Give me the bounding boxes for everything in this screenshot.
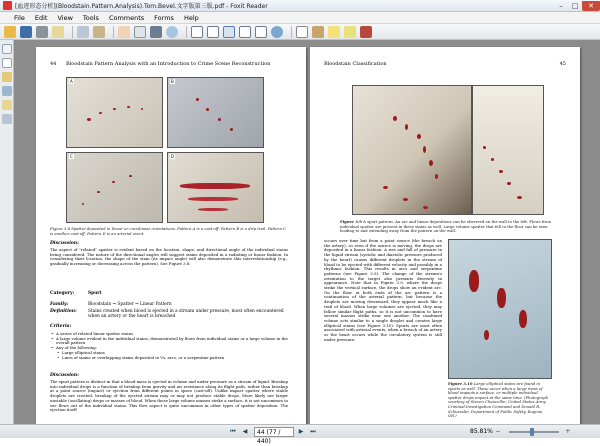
figure-3-9-label: Figure 3.9: [340, 219, 362, 224]
menu-help[interactable]: Help: [183, 13, 199, 22]
title-bar: [0, 0, 600, 12]
fit-width-icon[interactable]: [207, 26, 219, 38]
criteria-list: [50, 332, 288, 360]
criteria-subitem: • Large elliptical stains: [50, 351, 288, 356]
next-page-button[interactable]: ▶: [298, 428, 304, 435]
photo-b: [167, 77, 264, 148]
two-page-icon[interactable]: [255, 26, 267, 38]
document-workspace[interactable]: [14, 40, 600, 424]
continuous-icon[interactable]: [239, 26, 251, 38]
figure-3-9-text: A spurt pattern. An arc and linear depositions can be observed on the wall to the left. Flows from individual spatter are present in these stains as well. Large volume spatter that fell to the floor can be seen leading to and extending away from the pattern on the wall.: [340, 219, 551, 234]
text-icon[interactable]: [296, 26, 308, 38]
definition-label: Definition:: [50, 309, 77, 314]
comments-icon[interactable]: [2, 100, 12, 110]
zoom-slider-thumb[interactable]: [530, 428, 534, 436]
category-value: Spurt: [88, 291, 102, 296]
figure-3-8-caption: Figure 3.8 Spatter deposited in linear or curvilinear orientations. Pattern A is a cast-off. Pattern B is a drip trail. Pattern C is another cast-off. Pattern D is an arterial event.: [50, 226, 287, 236]
toolbar-separator: [186, 26, 187, 38]
print-icon[interactable]: [36, 26, 48, 38]
menu-forms[interactable]: Forms: [154, 13, 174, 22]
last-page-button[interactable]: ⏭: [310, 427, 316, 435]
photo-label: C: [70, 154, 73, 159]
maximize-button[interactable]: □: [571, 1, 579, 10]
snapshot-icon[interactable]: [150, 26, 162, 38]
discussion-heading: Discussion:: [50, 241, 79, 246]
pages-icon[interactable]: [2, 58, 12, 68]
prev-page-button[interactable]: ◀: [242, 428, 248, 435]
toolbar-separator: [72, 26, 73, 38]
stamp-icon[interactable]: [360, 26, 372, 38]
family-value: Bloodstain ⇒ Spatter ⇒ Linear Pattern: [88, 302, 172, 307]
running-head: Bloodstain Pattern Analysis with an Introduction to Crime Scene Reconstruction: [66, 61, 271, 67]
discussion-text-2: The spurt pattern is distinct in that a blood mass is ejected in volume and under pressure as a stream of liquid. Breakup into individual drops is a function of breakup from gravity and air resistance along its flight path, rather than breakup at a point source (impact) or ejection from different points in space (cast-off). Unlike impact spatter where stable droplets are created, breakup of the ejected stream may or may not produce stable drops. More likely are larger unstable (oscillating) drops or masses of blood. When these large volume masses strike a surface, it is not uncommon to see flows out of the individual stains. This flow aspect is quite uncommon in other types of spatter deposition. The ejection itself: [50, 379, 288, 413]
figure-3-10-caption: [448, 382, 552, 419]
figure-3-10-text: Large elliptical stains are found in spurts as well. These occur when a large mass of blood impacts a surface, or multiple individual spatter drops impact at the same time. (Photograph courtesy of Steven Chancellor, United States Army Criminal Investigation Command and Donald R. Schuessler, Department of Public Safety, Eugene, OR.): [448, 381, 549, 419]
zoom-level[interactable]: 85.81%: [470, 428, 493, 435]
minimize-button[interactable]: –: [559, 1, 563, 10]
figure-3-9-caption: [340, 220, 558, 234]
photo-a: [66, 77, 163, 148]
discussion-text: The aspect of "related" spatter is evident based on the location, shape, and directional angle of the individual stains being considered. The nature of the directional angles will suggest stains deposited in a radiating or linear fashion. In considering their location, the shape of the stain (its impact angle) will also demonstrate this interrelationship (e.g., gradually increasing or decreasing across the pattern). See Figure 3.8.: [50, 247, 288, 267]
first-page-button[interactable]: ⏮: [230, 427, 236, 435]
zoom-out-button[interactable]: −: [495, 428, 501, 435]
menu-view[interactable]: View: [57, 13, 73, 22]
menu-bar: [0, 12, 600, 24]
page-left: [36, 47, 306, 427]
toolbar-separator: [113, 26, 114, 38]
single-page-icon[interactable]: [223, 26, 235, 38]
foxit-app-icon[interactable]: [3, 1, 12, 10]
figure-3-9-photo-floor: [472, 85, 544, 215]
toolbar-separator: [291, 26, 292, 38]
fit-page-icon[interactable]: [191, 26, 203, 38]
category-label: Category:: [50, 291, 75, 296]
save-icon[interactable]: [20, 26, 32, 38]
figure-3-9-photo-wall: [352, 85, 472, 215]
body-text: occurs over time but from a point source (the breach on the artery), so even if the source is moving, the drops are deposited in a linear fashion. A rise and fall of pressure in the liquid stream (systolic and diastolic pressure produced by the heart) causes different droplets in the stream of blood to be ejected with different velocity and possibly in a rhythmic fashion. This results in arcs and serpentine patterns (see Figure 3.9). The change of the stream's orientation to the target also presents diversity in appearance. Note that in Figure 3.9, where the drops strike the vertical surface, the drops show an evident arc. On the floor at both ends of the arc pattern is a continuation of the arterial pattern, but because the droplets are moving downward, they appear much like a trail of blood. When large volumes are ejected, they may follow similar flight paths, so it is not uncommon to have several masses strike near one another. The combined volume acts similar to a single droplet and creates large elliptical stains (see Figure 3.10). Spurts are most often associated with arterial events, when a breach of an artery or the heart occurs while the circulatory system is still under pressure.: [324, 238, 442, 342]
navigation-panel: [0, 40, 14, 424]
family-label: Family:: [50, 302, 69, 307]
highlight-icon[interactable]: [344, 26, 356, 38]
definition-value: Stains created when blood is ejected in a stream under pressure, most often encountered when an artery or the heart is breached: [88, 309, 284, 319]
select-text-icon[interactable]: [134, 26, 146, 38]
layers-icon[interactable]: [2, 72, 12, 82]
photo-label: B: [171, 79, 174, 84]
photo-c: [66, 152, 163, 223]
toolbar: [0, 24, 600, 40]
zoom-in-button[interactable]: +: [565, 428, 571, 435]
rotate-icon[interactable]: [271, 26, 283, 38]
page-number: 45: [559, 61, 566, 67]
figure-3-10-photo: [448, 239, 552, 379]
photo-d: [167, 152, 264, 223]
figure-3-8-photos: [66, 77, 266, 223]
zoom-slider[interactable]: [509, 431, 559, 433]
discussion-heading-2: Discussion:: [50, 373, 79, 378]
bookmarks-icon[interactable]: [2, 44, 12, 54]
figure-3-10-label: Figure 3.10: [448, 381, 473, 386]
hand-icon[interactable]: [118, 26, 130, 38]
criteria-heading: Criteria:: [50, 324, 72, 329]
typewriter-icon[interactable]: [312, 26, 324, 38]
signatures-icon[interactable]: [2, 114, 12, 124]
page-number-field[interactable]: 44 (77 / 440): [254, 427, 294, 437]
page-right: [310, 47, 580, 427]
menu-comments[interactable]: Comments: [108, 13, 145, 22]
criteria-item: • A series of related linear spatter stains: [50, 332, 288, 337]
status-bar: [0, 424, 600, 445]
photo-label: A: [70, 79, 73, 84]
menu-file[interactable]: File: [14, 13, 25, 22]
paste-icon[interactable]: [93, 26, 105, 38]
close-button[interactable]: ✕: [582, 1, 600, 11]
photo-label: D: [171, 154, 175, 159]
window-title: [血迹形态分析](Bloodstain.Pattern.Analysis).Tom.Bevel.文字版第三版.pdf - Foxit Reader: [15, 3, 268, 10]
menu-edit[interactable]: Edit: [34, 13, 48, 22]
copy-icon[interactable]: [77, 26, 89, 38]
page-number: 44: [50, 61, 57, 67]
menu-tools[interactable]: Tools: [82, 13, 99, 22]
criteria-item: • Any of the following:: [50, 346, 288, 351]
open-folder-icon[interactable]: [4, 26, 16, 38]
criteria-subitem: • Lines of stains or overlapping stains deposited in Vs, arcs, or a serpentine pattern: [50, 356, 288, 361]
criteria-item: • A large volume evident in the individual stains, demonstrated by flows from individual stains or a large volume in the overall pattern: [50, 337, 288, 346]
running-head: Bloodstain Classification: [324, 61, 387, 67]
zoom-icon[interactable]: [166, 26, 178, 38]
note-icon[interactable]: [328, 26, 340, 38]
email-icon[interactable]: [52, 26, 64, 38]
attachments-icon[interactable]: [2, 86, 12, 96]
